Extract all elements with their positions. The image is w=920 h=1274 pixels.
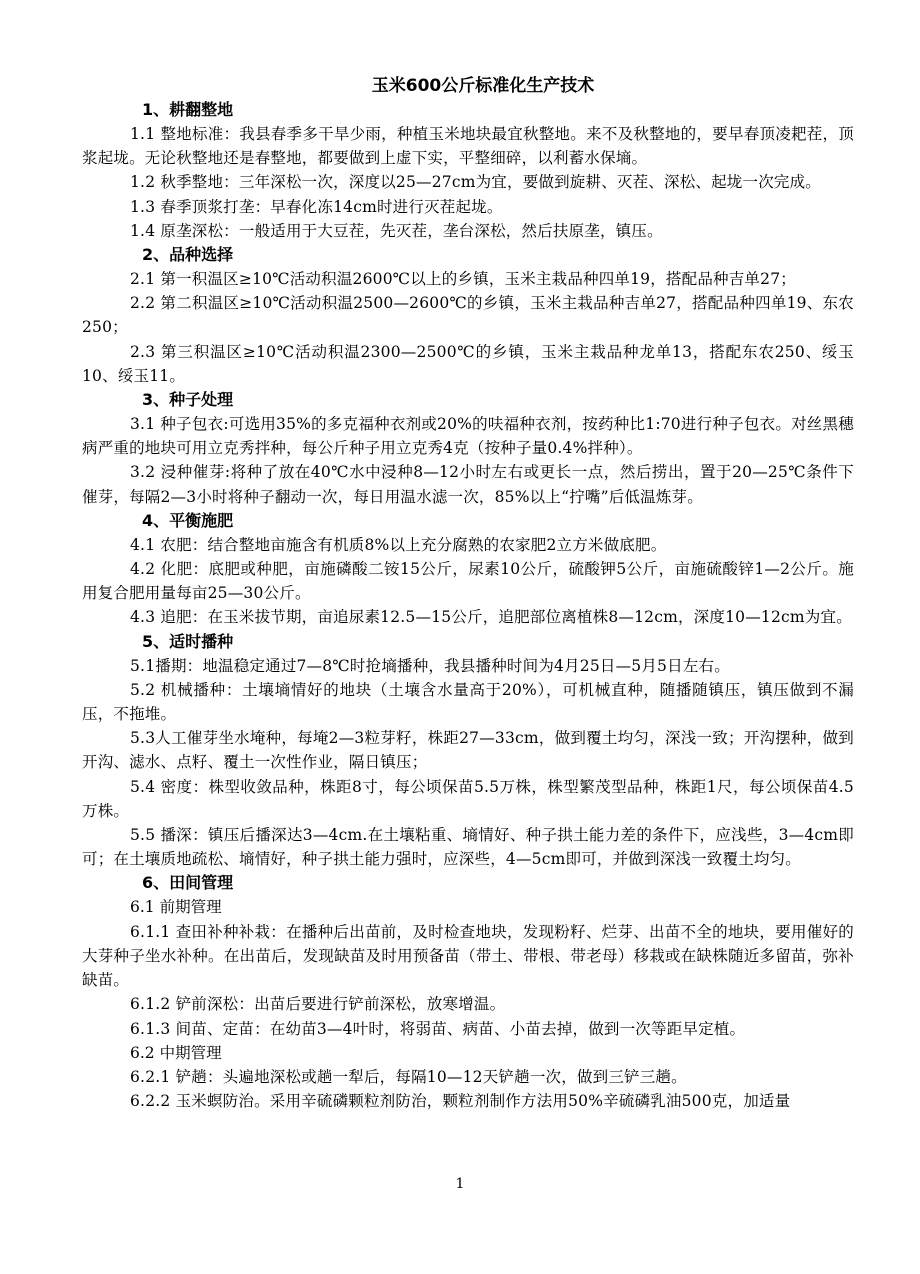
paragraph: 2.3 第三积温区≥10℃活动积温2300—2500℃的乡镇，玉米主栽品种龙单13，搭配东农250、绥玉10、绥玉11。 xyxy=(82,342,854,385)
paragraph: 1.2 秋季整地：三年深松一次，深度以25—27cm为宜，要做到旋耕、灭茬、深松、起垅一次完成。 xyxy=(130,173,822,192)
paragraph: 5.2 机械播种：土壤墒情好的地块（土壤含水量高于20%），可机械直种，随播随镇压，镇压做到不漏压，不拖堆。 xyxy=(82,680,854,724)
section-heading: 6、田间管理 xyxy=(142,873,234,893)
document-title: 玉米600公斤标准化生产技术 xyxy=(371,76,595,96)
section-heading: 2、品种选择 xyxy=(142,245,234,265)
paragraph: 6.1.1 查田补种补栽：在播种后出苗前，及时检查地块，发现粉籽、烂芽、出苗不全的地块，要用催好的大芽种子坐水补种。在出苗后，发现缺苗及时用预备苗（带土、带根、带老母）移栽或在缺株随近多留苗，弥补缺苗。 xyxy=(82,922,854,990)
paragraph: 3.2 浸种催芽:将种了放在40℃水中浸种8—12小时左右或更长一点，然后捞出，置于20—25℃条件下催芽，每隔2—3小时将种子翻动一次，每日用温水滤一次，85%以上“拧嘴”后低温炼芽。 xyxy=(82,463,854,506)
paragraph: 1.4 原垄深松：一般适用于大豆茬，先灭茬，垄台深松，然后扶原垄，镇压。 xyxy=(130,221,663,240)
section-heading: 4、平衡施肥 xyxy=(142,510,234,530)
paragraph: 2.2 第二积温区≥10℃活动积温2500—2600℃的乡镇，玉米主栽品种吉单27，搭配品种四单19、东农250； xyxy=(82,294,854,337)
section-heading: 3、种子处理 xyxy=(142,390,234,410)
page-number: 1 xyxy=(455,1176,465,1192)
paragraph: 2.1 第一积温区≥10℃活动积温2600℃以上的乡镇，玉米主栽品种四单19，搭配品种吉单27； xyxy=(130,270,796,289)
paragraph: 3.1 种子包衣:可选用35%的多克福种衣剂或20%的呋福种衣剂，按药种比1:70进行种子包衣。对丝黑穗病严重的地块可用立克秀拌种，每公斤种子用立克秀4克（按种子量0.4%拌种）。 xyxy=(82,415,854,458)
paragraph: 1.3 春季顶浆打垄：早春化冻14cm时进行灭茬起垅。 xyxy=(130,197,503,216)
paragraph: 6.2.1 铲趟：头遍地深松或趟一犁后，每隔10—12天铲趟一次，做到三铲三趟。 xyxy=(130,1067,687,1086)
paragraph: 6.2.2 玉米螟防治。采用辛硫磷颗粒剂防治，颗粒剂制作方法用50%辛硫磷乳油500克，加适量 xyxy=(130,1092,791,1111)
subsection-heading: 6.1 前期管理 xyxy=(130,898,222,917)
paragraph: 5.3人工催芽坐水埯种，每埯2—3粒芽籽，株距27—33cm，做到覆土均匀，深浅一致；开沟摆种，做到开沟、滤水、点籽、覆土一次性作业，隔日镇压； xyxy=(82,729,854,772)
paragraph: 6.1.2 铲前深松：出苗后要进行铲前深松，放寒增温。 xyxy=(130,995,506,1014)
paragraph: 4.3 追肥：在玉米拔节期，亩追尿素12.5—15公斤，追肥部位离植株8—12cm，深度10—12cm为宜。 xyxy=(130,608,852,627)
paragraph: 4.1 农肥：结合整地亩施含有机质8%以上充分腐熟的农家肥2立方米做底肥。 xyxy=(130,535,667,554)
paragraph: 1.1 整地标准：我县春季多干旱少雨，种植玉米地块最宜秋整地。来不及秋整地的，要早春顶凌耙茬，顶浆起垅。无论秋整地还是春整地，都要做到上虚下实，平整细碎，以利蓄水保墒。 xyxy=(82,125,854,168)
paragraph: 4.2 化肥：底肥或种肥，亩施磷酸二铵15公斤，尿素10公斤，硫酸钾5公斤，亩施硫酸锌1—2公斤。施用复合肥用量每亩25—30公斤。 xyxy=(82,560,854,603)
paragraph: 6.1.3 间苗、定苗：在幼苗3—4叶时，将弱苗、病苗、小苗去掉，做到一次等距早定植。 xyxy=(130,1019,746,1038)
section-heading: 1、耕翻整地 xyxy=(142,100,234,119)
paragraph: 5.1播期：地温稳定通过7—8℃时抢墒播种，我县播种时间为4月25日—5月5日左右。 xyxy=(130,656,730,675)
subsection-heading: 6.2 中期管理 xyxy=(130,1043,222,1062)
paragraph: 5.4 密度：株型收敛品种，株距8寸，每公顷保苗5.5万株，株型繁茂型品种，株距1尺，每公顷保苗4.5万株。 xyxy=(82,777,854,820)
section-heading: 5、适时播种 xyxy=(142,631,234,651)
paragraph: 5.5 播深：镇压后播深达3—4cm.在土壤粘重、墒情好、种子拱土能力差的条件下，应浅些，3—4cm即可；在土壤质地疏松、墒情好，种子拱土能力强时，应深些，4—5cm即可，并做到深浅一致覆土均匀。 xyxy=(82,826,854,869)
